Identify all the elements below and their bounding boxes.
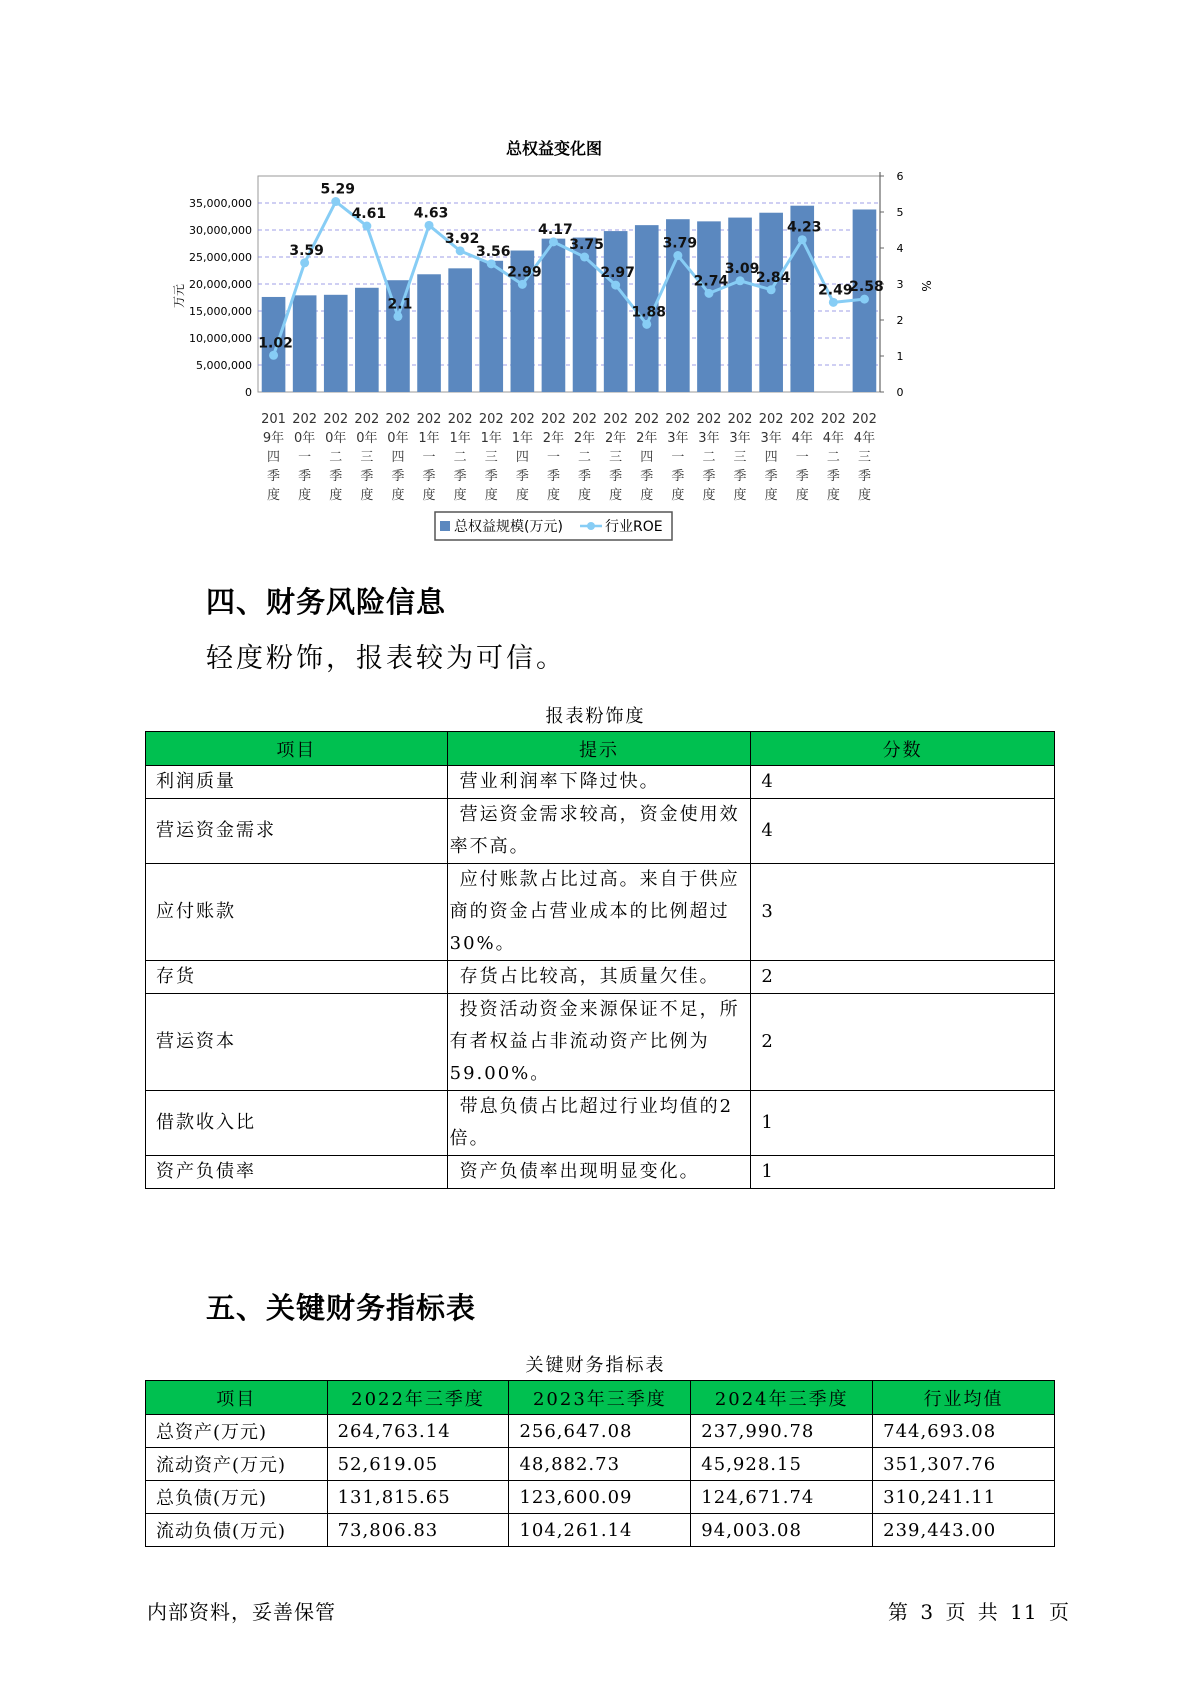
x-tick-label: 3年 — [760, 431, 782, 446]
y-tick-label: 15,000,000 — [189, 305, 252, 318]
y2-tick-label: 3 — [896, 278, 904, 291]
risk-item: 营运资本 — [146, 994, 448, 1091]
roe-data-label: 4.61 — [351, 206, 387, 223]
risk-score: 2 — [751, 994, 1055, 1091]
x-tick-label: 四 — [391, 450, 405, 465]
x-tick-label: 202 — [447, 412, 473, 427]
risk-score: 1 — [751, 1156, 1055, 1189]
kpi-cell: 总资产(万元) — [146, 1415, 328, 1448]
x-tick-label: 度 — [857, 488, 871, 503]
roe-data-label: 1.88 — [631, 304, 667, 321]
bar — [728, 218, 752, 392]
x-tick-label: 季 — [702, 469, 716, 484]
x-tick-label: 四 — [640, 450, 654, 465]
bar — [293, 295, 317, 392]
x-tick-label: 度 — [795, 488, 809, 503]
kpi-cell: 总负债(万元) — [146, 1481, 328, 1514]
risk-header-score: 分数 — [751, 732, 1055, 766]
table-row — [146, 1514, 1055, 1547]
y2-tick-label: 5 — [896, 206, 904, 219]
x-tick-label: 一 — [298, 450, 312, 465]
kpi-cell: 73,806.83 — [327, 1514, 509, 1547]
x-tick-label: 202 — [634, 412, 660, 427]
roe-point — [487, 259, 496, 268]
roe-point — [518, 280, 527, 289]
x-tick-label: 二 — [329, 450, 343, 465]
kpi-cell: 237,990.78 — [691, 1415, 873, 1448]
x-tick-label: 二 — [453, 450, 467, 465]
x-tick-label: 2年 — [605, 431, 627, 446]
kpi-cell: 48,882.73 — [509, 1448, 691, 1481]
table-row — [146, 1091, 1055, 1156]
x-tick-label: 202 — [541, 412, 566, 427]
x-tick-label: 202 — [385, 412, 411, 427]
x-tick-label: 度 — [764, 488, 778, 503]
y-tick-label: 10,000,000 — [189, 332, 252, 345]
risk-score: 3 — [751, 864, 1055, 961]
y-tick-label: 30,000,000 — [189, 224, 252, 237]
x-tick-label: 季 — [764, 469, 778, 484]
x-tick-label: 季 — [609, 469, 623, 484]
x-tick-label: 1年 — [480, 431, 502, 446]
table-row — [146, 961, 1055, 994]
x-tick-label: 202 — [758, 412, 784, 427]
kpi-cell: 264,763.14 — [327, 1415, 509, 1448]
x-tick-label: 4年 — [822, 431, 844, 446]
x-tick-label: 度 — [298, 488, 312, 503]
x-tick-label: 季 — [546, 469, 560, 484]
x-tick-label: 度 — [267, 488, 281, 503]
x-tick-label: 季 — [329, 469, 343, 484]
x-tick-label: 度 — [733, 488, 747, 503]
x-tick-label: 三 — [733, 450, 747, 465]
x-tick-label: 4年 — [853, 431, 876, 446]
x-tick-label: 季 — [733, 469, 747, 484]
risk-header-hint: 提示 — [447, 732, 751, 766]
roe-point — [300, 258, 309, 267]
x-tick-label: 3年 — [667, 431, 689, 446]
risk-item: 利润质量 — [146, 766, 448, 799]
bar — [324, 295, 348, 392]
bar — [479, 261, 503, 392]
x-tick-label: 3年 — [729, 431, 751, 446]
x-tick-label: 度 — [702, 488, 716, 503]
section4-summary: 轻度粉饰，报表较为可信。 — [206, 643, 566, 674]
x-tick-label: 度 — [329, 488, 343, 503]
x-tick-label: 3年 — [698, 431, 720, 446]
x-tick-label: 一 — [795, 450, 809, 465]
x-tick-label: 季 — [360, 469, 374, 484]
x-tick-label: 季 — [267, 469, 281, 484]
x-tick-label: 202 — [572, 412, 597, 427]
kpi-header: 行业均值 — [873, 1381, 1055, 1415]
x-tick-label: 4年 — [791, 431, 813, 446]
risk-hint: 投资活动资金来源保证不足，所有者权益占非流动资产比例为59.00%。 — [447, 994, 751, 1091]
x-tick-label: 1年 — [449, 431, 471, 446]
kpi-cell: 流动资产(万元) — [146, 1448, 328, 1481]
x-tick-label: 202 — [789, 412, 815, 427]
risk-item: 借款收入比 — [146, 1091, 448, 1156]
table-row — [146, 799, 1055, 864]
x-tick-label: 0年 — [325, 431, 347, 446]
kpi-header: 2023年三季度 — [509, 1381, 691, 1415]
kpi-header: 2024年三季度 — [691, 1381, 873, 1415]
x-tick-label: 季 — [795, 469, 809, 484]
y-tick-label: 35,000,000 — [189, 197, 252, 210]
x-tick-label: 三 — [609, 450, 623, 465]
kpi-cell: 256,647.08 — [509, 1415, 691, 1448]
x-tick-label: 度 — [578, 488, 592, 503]
x-tick-label: 度 — [422, 488, 436, 503]
risk-item: 存货 — [146, 961, 448, 994]
x-tick-label: 季 — [578, 469, 592, 484]
risk-item: 应付账款 — [146, 864, 448, 961]
x-tick-label: 季 — [484, 469, 498, 484]
kpi-cell: 351,307.76 — [873, 1448, 1055, 1481]
bar — [759, 213, 783, 392]
y-axis-label: 万元 — [172, 283, 186, 309]
y-tick-label: 20,000,000 — [189, 278, 252, 291]
x-tick-label: 度 — [546, 488, 560, 503]
x-tick-label: 度 — [515, 488, 529, 503]
roe-point — [829, 298, 838, 307]
x-tick-label: 一 — [422, 450, 436, 465]
x-tick-label: 202 — [696, 412, 722, 427]
x-tick-label: 季 — [826, 469, 840, 484]
table-row — [146, 1481, 1055, 1514]
risk-hint: 营运资金需求较高，资金使用效率不高。 — [447, 799, 751, 864]
roe-point — [269, 351, 278, 360]
x-tick-label: 202 — [509, 412, 535, 427]
roe-data-label: 2.84 — [755, 269, 791, 286]
equity-chart — [170, 140, 1040, 600]
x-tick-label: 季 — [453, 469, 467, 484]
kpi-cell: 131,815.65 — [327, 1481, 509, 1514]
chart-legend — [435, 512, 672, 540]
roe-data-label: 1.02 — [258, 335, 293, 352]
kpi-cell: 流动负债(万元) — [146, 1514, 328, 1547]
roe-point — [393, 312, 402, 321]
x-tick-label: 季 — [298, 469, 312, 484]
x-tick-label: 0年 — [294, 431, 316, 446]
roe-data-label: 2.49 — [818, 282, 853, 299]
y2-tick-label: 2 — [896, 314, 904, 327]
kpi-cell: 104,261.14 — [509, 1514, 691, 1547]
x-tick-label: 2年 — [542, 431, 565, 446]
x-tick-label: 度 — [453, 488, 467, 503]
section5-title: 五、关键财务指标表 — [206, 1291, 477, 1325]
bar — [448, 268, 472, 392]
kpi-header: 项目 — [146, 1381, 328, 1415]
roe-data-label: 3.59 — [289, 242, 324, 259]
x-tick-label: 度 — [360, 488, 374, 503]
roe-data-label: 4.63 — [413, 205, 449, 222]
x-tick-label: 二 — [578, 450, 592, 465]
x-tick-label: 四 — [764, 450, 778, 465]
bar — [355, 288, 379, 392]
legend-bar-swatch — [440, 521, 450, 531]
kpi-cell: 52,619.05 — [327, 1448, 509, 1481]
roe-point — [331, 197, 340, 206]
x-tick-label: 度 — [391, 488, 405, 503]
x-tick-label: 2年 — [636, 431, 658, 446]
risk-hint: 存货占比较高，其质量欠佳。 — [447, 961, 751, 994]
legend-bar-label: 总权益规模(万元) — [454, 519, 563, 535]
roe-data-label: 2.99 — [507, 264, 542, 281]
roe-point — [704, 289, 713, 298]
legend-line-marker — [587, 522, 595, 530]
roe-point — [767, 285, 776, 294]
y-tick-label: 25,000,000 — [189, 251, 252, 264]
roe-data-label: 3.56 — [475, 243, 511, 260]
kpi-cell: 45,928.15 — [691, 1448, 873, 1481]
x-tick-label: 度 — [640, 488, 654, 503]
x-tick-label: 度 — [484, 488, 498, 503]
table-row — [146, 1448, 1055, 1481]
x-tick-label: 季 — [422, 469, 436, 484]
roe-data-label: 4.23 — [786, 219, 822, 236]
table-row — [146, 994, 1055, 1091]
x-tick-label: 一 — [671, 450, 685, 465]
x-tick-label: 季 — [857, 469, 871, 484]
x-tick-label: 度 — [671, 488, 685, 503]
x-tick-label: 202 — [354, 412, 380, 427]
risk-table-caption: 报表粉饰度 — [545, 706, 646, 727]
kpi-cell: 744,693.08 — [873, 1415, 1055, 1448]
x-tick-label: 2年 — [573, 431, 596, 446]
kpi-table — [145, 1380, 1055, 1547]
x-tick-label: 202 — [323, 412, 349, 427]
y-tick-label: 5,000,000 — [196, 359, 252, 372]
x-tick-label: 三 — [857, 450, 871, 465]
x-tick-label: 9年 — [262, 431, 285, 446]
x-tick-label: 四 — [267, 450, 281, 465]
x-tick-label: 四 — [515, 450, 529, 465]
table-row — [146, 864, 1055, 961]
bar — [604, 231, 628, 392]
risk-score: 1 — [751, 1091, 1055, 1156]
roe-point — [456, 246, 465, 255]
y2-tick-label: 4 — [896, 242, 904, 255]
x-tick-label: 1年 — [511, 431, 533, 446]
x-tick-label: 二 — [702, 450, 716, 465]
x-tick-label: 一 — [546, 450, 560, 465]
roe-point — [362, 222, 371, 231]
x-tick-label: 202 — [416, 412, 442, 427]
roe-data-label: 4.17 — [538, 221, 573, 238]
risk-item: 资产负债率 — [146, 1156, 448, 1189]
risk-score: 4 — [751, 799, 1055, 864]
x-tick-label: 0年 — [387, 431, 409, 446]
roe-data-label: 2.74 — [693, 273, 729, 290]
roe-point — [860, 295, 869, 304]
risk-hint: 应付账款占比过高。来自于供应商的资金占营业成本的比例超过30%。 — [447, 864, 751, 961]
roe-point — [673, 251, 682, 260]
x-tick-label: 201 — [261, 412, 286, 427]
roe-point — [549, 237, 558, 246]
roe-data-label: 3.75 — [569, 237, 604, 253]
roe-point — [611, 281, 620, 290]
bar — [417, 274, 441, 392]
y-tick-label: 0 — [245, 386, 252, 399]
roe-data-label: 2.58 — [849, 279, 884, 296]
roe-point — [642, 320, 651, 329]
x-tick-label: 202 — [665, 412, 691, 427]
kpi-cell: 310,241.11 — [873, 1481, 1055, 1514]
chart-title: 总权益变化图 — [505, 140, 603, 158]
x-tick-label: 度 — [609, 488, 623, 503]
x-tick-label: 202 — [603, 412, 629, 427]
table-row — [146, 1156, 1055, 1189]
x-tick-label: 202 — [820, 412, 846, 427]
y2-tick-label: 0 — [896, 386, 904, 399]
x-tick-label: 季 — [515, 469, 529, 484]
risk-table — [145, 731, 1055, 1189]
risk-header-item: 项目 — [146, 732, 448, 766]
x-tick-label: 202 — [292, 412, 318, 427]
risk-hint: 资产负债率出现明显变化。 — [447, 1156, 751, 1189]
kpi-table-header-row — [146, 1381, 1055, 1415]
x-tick-label: 202 — [727, 412, 753, 427]
bar — [542, 239, 566, 392]
roe-data-label: 3.09 — [724, 260, 760, 277]
roe-point — [736, 276, 745, 285]
x-tick-label: 度 — [826, 488, 840, 503]
risk-table-header-row — [146, 732, 1055, 766]
x-tick-label: 三 — [484, 450, 498, 465]
kpi-header: 2022年三季度 — [327, 1381, 509, 1415]
roe-data-label: 3.92 — [444, 230, 480, 247]
x-tick-label: 季 — [391, 469, 405, 484]
risk-item: 营运资金需求 — [146, 799, 448, 864]
risk-score: 4 — [751, 766, 1055, 799]
roe-data-label: 2.97 — [600, 265, 635, 282]
risk-hint: 带息负债占比超过行业均值的2倍。 — [447, 1091, 751, 1156]
table-row — [146, 1415, 1055, 1448]
risk-score: 2 — [751, 961, 1055, 994]
y2-tick-label: 6 — [896, 170, 904, 183]
x-tick-label: 季 — [671, 469, 685, 484]
footer-page-number: 第 3 页 共 11 页 — [888, 1600, 1070, 1624]
kpi-table-caption: 关键财务指标表 — [525, 1355, 666, 1376]
section4-title: 四、财务风险信息 — [206, 585, 447, 619]
equity-chart-svg — [170, 140, 1040, 600]
x-tick-label: 202 — [478, 412, 504, 427]
risk-hint: 营业利润率下降过快。 — [447, 766, 751, 799]
kpi-cell: 124,671.74 — [691, 1481, 873, 1514]
roe-data-label: 3.79 — [662, 235, 698, 252]
roe-data-label: 5.29 — [320, 181, 356, 198]
x-tick-label: 季 — [640, 469, 654, 484]
x-tick-label: 三 — [360, 450, 374, 465]
roe-point — [798, 235, 807, 244]
y2-axis-label: % — [919, 280, 933, 292]
roe-point — [425, 221, 434, 230]
footer-confidential: 内部资料，妥善保管 — [147, 1600, 336, 1624]
y2-tick-label: 1 — [896, 350, 904, 363]
x-tick-label: 1年 — [418, 431, 440, 446]
x-tick-label: 二 — [826, 450, 840, 465]
legend-line-label: 行业ROE — [605, 519, 663, 535]
table-row — [146, 766, 1055, 799]
bar — [697, 221, 721, 392]
roe-data-label: 2.1 — [387, 296, 413, 313]
x-tick-label: 0年 — [356, 431, 378, 446]
kpi-cell: 123,600.09 — [509, 1481, 691, 1514]
kpi-cell: 239,443.00 — [873, 1514, 1055, 1547]
kpi-cell: 94,003.08 — [691, 1514, 873, 1547]
roe-point — [580, 253, 589, 262]
x-tick-label: 202 — [852, 412, 877, 427]
